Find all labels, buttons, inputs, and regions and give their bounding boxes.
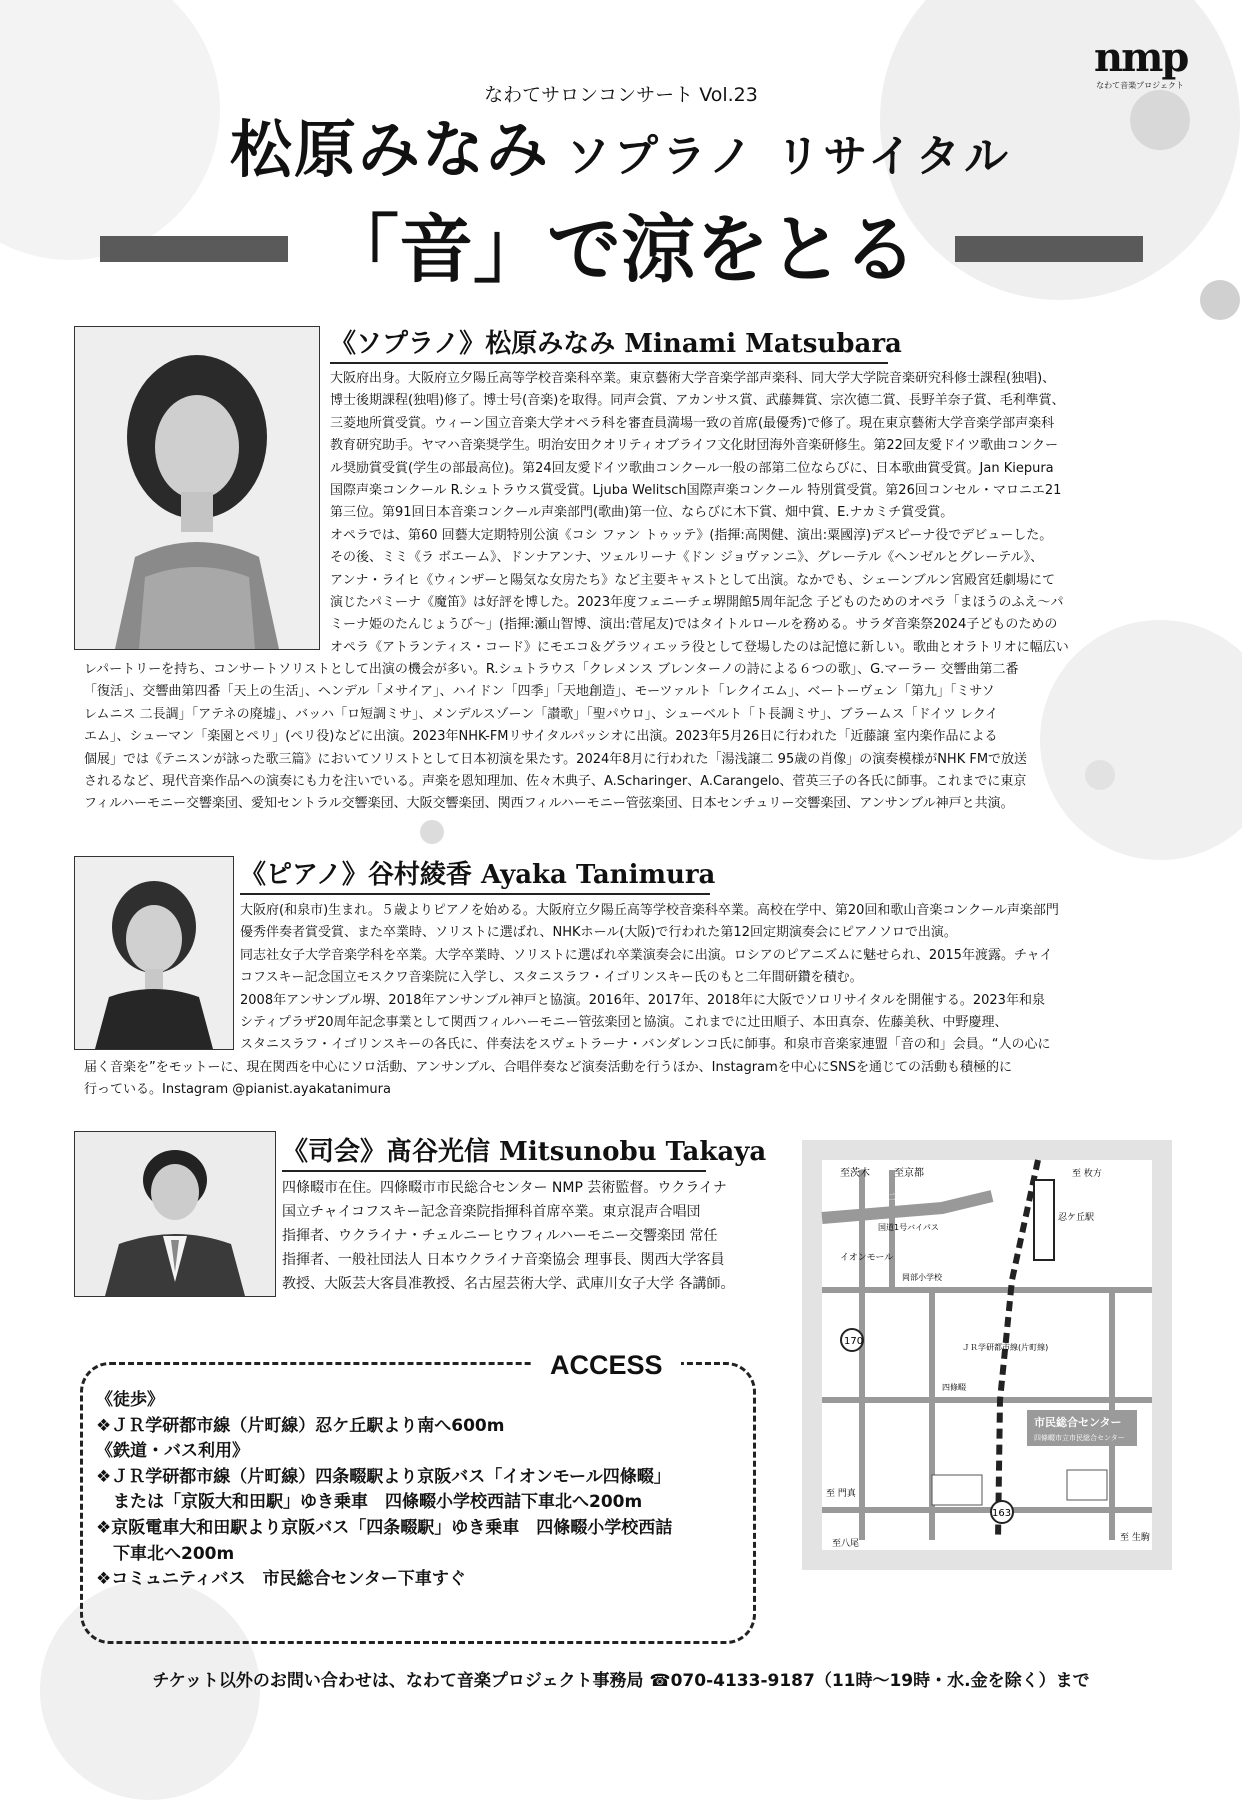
pianist-photo — [74, 856, 234, 1050]
bio-line: 三菱地所賞受賞。ウィーン国立音楽大学オペラ科を審査員満場一致の首席(最優秀)で修了。現在東京藝術大学音楽学部声楽科 — [330, 415, 1055, 431]
bio-line: 大阪府(和泉市)生まれ。５歳よりピアノを始める。大阪府立夕陽丘高等学校音楽科卒業。高校在学中、第20回和歌山音楽コンクール声楽部門 — [240, 903, 1059, 918]
bio-line: 届く音楽を”をモットーに、現在関西を中心にソロ活動、アンサンブル、合唱伴奏など演奏活動を行うほか、Instagramを中心にSNSを通じての活動も積極的に — [84, 1060, 1012, 1075]
bio-line: ミーナ姫のたんじょうび～」(指揮:瀬山智博、演出:菅尾友)ではタイトルロールを務める。サラダ音楽祭2024子どものための — [330, 617, 1058, 633]
bio-line: 演じたパミーナ《魔笛》は好評を博した。2023年度フェニーチェ堺開館5周年記念 子どものためのオペラ「まほうのふえ～パ — [330, 595, 1064, 611]
soprano-portrait-image — [75, 327, 319, 649]
bio-line: 2008年アンサンブル堺、2018年アンサンブル神戸と協演。2016年、2017年、2018年に大阪でソロリサイタルを開催する。2023年和泉 — [240, 992, 1045, 1008]
map-route-163: 163 — [992, 1508, 1012, 1519]
bio-line: オペラでは、第60 回藝大定期特別公演《コシ ファン トゥッテ》(指揮:高関健、演出:粟國淳)デスピーナ役でデビューした。 — [330, 527, 1053, 543]
theme-bar-right — [955, 236, 1143, 262]
bio-line: 大阪府出身。大阪府立夕陽丘高等学校音楽科卒業。東京藝術大学音楽学部声楽科、同大学大学院音楽研究科修士課程(独唱)、 — [330, 371, 1056, 386]
map-road-top-right: 至 枚方 — [1072, 1169, 1102, 1179]
bio-line: 教授、大阪芸大客員准教授、名古屋芸術大学、武庫川女子大学 各講師。 — [282, 1276, 735, 1292]
soprano-heading: 《ソプラノ》松原みなみ Minami Matsubara — [330, 326, 888, 364]
bio-line: 指揮者、一般社団法人 日本ウクライナ音楽協会 理事長、関西大学客員 — [282, 1252, 725, 1268]
map-graphic — [802, 1140, 1172, 1570]
bio-line: 国際声楽コンクール R.シュトラウス賞受賞。Ljuba Welitsch国際声楽コンクール 特別賞受賞。第26回コンセル・マロニエ21 — [330, 483, 1062, 499]
bio-line: ル奨励賞受賞(学生の部最高位)。第24回友愛ドイツ歌曲コンクール一般の部第二位ならびに、日本歌曲賞受賞。Jan Kiepura — [330, 460, 1054, 476]
bio-line: 国立チャイコフスキー記念音楽院指揮科首席卒業。東京混声合唱団 — [282, 1204, 701, 1220]
bio-line: 博士後期課程(独唱)修了。博士号(音楽)を取得。同声会賞、アカンサス賞、武藤舞賞、宗次德二賞、長野羊奈子賞、毛利準賞、 — [330, 393, 1065, 409]
logo-subtitle: なわて音楽プロジェクト — [1096, 81, 1184, 90]
access-line: または「京阪大和田駅」ゆき乗車 四條畷小学校西詰下車北へ200m — [96, 1492, 643, 1513]
bio-line: 教育研究助手。ヤマハ音楽奨学生。明治安田クオリティオブライフ文化財団海外音楽研修生。第22回友愛ドイツ歌曲コンクー — [330, 438, 1059, 454]
access-line: ❖コミュニティバス 市民総合センター下車すぐ — [96, 1569, 466, 1590]
map-road-top-left: 至茨木 — [840, 1168, 870, 1179]
map-bottom-left: 至 門真 — [826, 1489, 856, 1499]
bio-line: スタニスラフ・イゴリンスキーの各氏に、伴奏法をスヴェトラーナ・バンダレンコ氏に師事。和泉市音楽家連盟「音の和」会員。“人の心に — [240, 1037, 1051, 1053]
access-map — [802, 1140, 1172, 1570]
theme-bar-left — [100, 236, 288, 262]
map-route-170: 170 — [844, 1336, 864, 1347]
page-title — [0, 112, 1242, 204]
contact-footer: チケット以外のお問い合わせは、なわて音楽プロジェクト事務局 ☎070-4133-9187（11時～19時・水.金を除く）まで — [152, 1671, 1090, 1691]
access-line: ❖京阪電車大和田駅より京阪バス「四条畷駅」ゆき乗車 四條畷小学校西詰 — [96, 1517, 673, 1538]
access-title: ACCESS — [532, 1350, 681, 1381]
theme-row — [0, 200, 1242, 300]
bio-line: 四條畷市在住。四條畷市市民総合センター NMP 芸術監督。ウクライナ — [282, 1180, 727, 1196]
access-line: 《徒歩》 — [96, 1390, 164, 1410]
bio-line: 行っている。Instagram @pianist.ayakatanimura — [84, 1082, 391, 1098]
map-center: 市民総合センター — [1034, 1416, 1122, 1429]
map-bottom-right: 至 生駒 — [1120, 1533, 1150, 1543]
map-station: 忍ケ丘駅 — [1058, 1213, 1095, 1223]
bio-line: されるなど、現代音楽作品への演奏にも力を注いでいる。声楽を恩知理加、佐々木典子、A.Scharinger、A.Carangelo、菅英三子の各氏に師事。これまでに東京 — [84, 774, 1027, 790]
bio-line: 同志社女子大学音楽学科を卒業。大学卒業時、ソリストに選ばれ卒業演奏会に出演。ロシアのピアニズムに魅せられ、2015年渡露。チャイ — [240, 947, 1053, 963]
access-line: ❖ＪＲ学研都市線（片町線）四条畷駅より京阪バス「イオンモール四條畷」 — [96, 1466, 671, 1487]
mc-photo — [74, 1131, 276, 1297]
soprano-photo — [74, 326, 320, 650]
recital-label: ソプラノ リサイタル — [565, 131, 1013, 182]
pianist-bio-right — [240, 900, 1156, 1057]
mc-portrait-image — [75, 1132, 275, 1296]
bio-line: フィルハーモニー交響楽団、愛知セントラル交響楽団、大阪交響楽団、関西フィルハーモニー管弦楽団、日本センチュリー交響楽団、アンサンブル神戸と共演。 — [84, 796, 1014, 812]
soprano-bio-full — [84, 659, 1156, 816]
map-aeon: イオンモール — [840, 1253, 894, 1263]
bio-line: シティプラザ20周年記念事業として関西フィルハーモニー管弦楽団と協演。これまでに辻田順子、本田真奈、佐藤美秋、中野慶理、 — [240, 1015, 1008, 1031]
bio-line: オペラ《アトランティス・コード》にモエコ＆グラツィエッラ役として登場したのは記憶に新しい。歌曲とオラトリオに幅広い — [330, 639, 1069, 655]
bio-line: エム」、シューマン「楽園とペリ」(ペリ役)などに出演。2023年NHK-FMリサイタルパッシオに出演。2023年5月26日に行われた「近藤譲 室内楽作品による — [84, 729, 998, 745]
bio-line: 第三位。第91回日本音楽コンクール声楽部門(歌曲)第一位、ならびに木下賞、畑中賞、E.ナカミチ賞受賞。 — [330, 505, 954, 521]
mc-heading: 《司会》髙谷光信 Mitsunobu Takaya — [282, 1134, 706, 1172]
map-jr-line: ＪＲ学研都市線(片町線) — [962, 1343, 1049, 1352]
map-bottom-mid: 至八尾 — [832, 1539, 860, 1549]
bio-line: 指揮者、ウクライナ・チェルニーヒウフィルハーモニー交響楽団 常任 — [282, 1228, 718, 1244]
logo-mark: nmp — [1094, 34, 1188, 81]
pianist-bio-full — [84, 1057, 1156, 1102]
bio-line: その後、ミミ《ラ ボエーム》、ドンナアンナ、ツェルリーナ《ドン ジョヴァンニ》、グレーテル《ヘンゼルとグレーテル》、 — [330, 550, 1044, 566]
bio-line: アンナ・ライヒ《ウィンザーと陽気な女房たち》など主要キャストとして出演。なかでも、シェーンブルン宮殿宮廷劇場にて — [330, 572, 1055, 588]
map-center-sub: 四條畷市立市民総合センター — [1034, 1434, 1125, 1442]
map-road-top-mid: 至京都 — [894, 1168, 924, 1179]
bio-line: 優秀伴奏者賞受賞、また卒業時、ソリストに選ばれ、NHKホール(大阪)で行われた第12回定期演奏会にピアノソロで出演。 — [240, 925, 957, 941]
station-box — [1034, 1180, 1054, 1260]
pianist-heading: 《ピアノ》谷村綾香 Ayaka Tanimura — [240, 857, 710, 895]
concert-theme: 「音」で涼をとる — [325, 207, 917, 293]
bio-line: 「復活」、交響曲第四番「天上の生活」、ヘンデル「メサイア」、ハイドン「四季」「天地創造」、モーツァルト「レクイエム」、ベートーヴェン「第九」「ミサソ — [84, 684, 995, 700]
map-second-keihan: 第二京阪道路 — [878, 1193, 933, 1203]
map-national-1: 国道1号バイパス — [878, 1223, 939, 1232]
map-shijonawate: 四條畷 — [942, 1383, 966, 1392]
bio-line: レムニス 二長調」「アテネの廃墟」、バッハ「ロ短調ミサ」、メンデルスゾーン「讃歌」「聖パウロ」、シューベルト「ト長調ミサ」、ブラームス「ドイツ レクイ — [84, 706, 999, 722]
bio-line: コフスキー記念国立モスクワ音楽院に入学し、スタニスラフ・イゴリンスキー氏のもと二年間研鑽を積む。 — [240, 970, 863, 986]
concert-series: なわてサロンコンサート Vol.23 — [484, 84, 758, 106]
access-line: 下車北へ200m — [96, 1543, 235, 1564]
pianist-portrait-image — [75, 857, 233, 1049]
access-line: 《鉄道・バス利用》 — [96, 1441, 249, 1462]
soprano-bio-right — [330, 368, 1156, 659]
background-circle — [420, 820, 444, 844]
mc-bio — [282, 1176, 762, 1296]
access-directions — [96, 1388, 746, 1593]
map-okabe-school: 岡部小学校 — [902, 1273, 942, 1282]
access-line: ❖ＪＲ学研都市線（片町線）忍ケ丘駅より南へ600m — [96, 1415, 505, 1436]
bio-line: 個展」では《テニスンが詠った歌三篇》においてソリストとして日本初演を果たす。2024年8月に行われた「湯浅譲二 95歳の肖像」の演奏模様がNHK FMで放送 — [84, 751, 1028, 767]
bio-line: レパートリーを持ち、コンサートソリストとして出演の機会が多い。R.シュトラウス「クレメンス ブレンターノの詩による６つの歌」、G.マーラー 交響曲第二番 — [84, 662, 1019, 677]
performer-name-title: 松原みなみ — [229, 113, 550, 186]
